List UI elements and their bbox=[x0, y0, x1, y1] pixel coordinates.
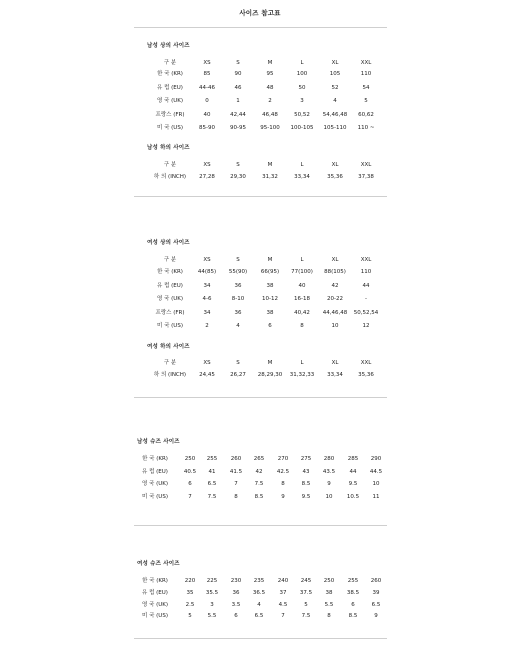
row-label: 유 럽 (EU) bbox=[142, 589, 168, 596]
table-row bbox=[0, 479, 520, 489]
women-bottom-title: 여성 하의 사이즈 bbox=[147, 344, 190, 350]
table-cell: 41 bbox=[208, 468, 216, 475]
table-cell: 36 bbox=[234, 282, 242, 289]
table-cell: 24,45 bbox=[199, 372, 215, 378]
women-top-title: 여성 상의 사이즈 bbox=[147, 240, 190, 246]
table-cell: 38 bbox=[266, 309, 274, 316]
table-cell: 48 bbox=[266, 84, 274, 91]
row-label: 영 국 (UK) bbox=[141, 481, 169, 487]
men-bottom-title: 남성 하의 사이즈 bbox=[147, 145, 190, 151]
table-cell: 6.5 bbox=[371, 601, 381, 608]
table-cell: 33,34 bbox=[294, 174, 310, 180]
table-cell: 6 bbox=[268, 323, 272, 329]
table-cell: 54,46,48 bbox=[322, 111, 348, 118]
row-label: 유 럽 (EU) bbox=[142, 468, 168, 475]
table-cell: 39 bbox=[372, 589, 380, 596]
table-row bbox=[0, 576, 520, 586]
table-cell: 34 bbox=[203, 309, 211, 316]
section-divider bbox=[134, 27, 387, 28]
table-row bbox=[0, 600, 520, 610]
table-cell: 5 bbox=[304, 601, 308, 608]
row-label: 하 의 (INCH) bbox=[153, 372, 187, 378]
table-cell: 110 bbox=[360, 71, 372, 77]
table-cell: 245 bbox=[300, 578, 312, 584]
table-cell: 9 bbox=[374, 613, 378, 620]
table-cell: 110 bbox=[360, 269, 372, 275]
table-cell: 50 bbox=[298, 84, 306, 91]
table-cell: 44.5 bbox=[369, 468, 383, 475]
row-label: 한 국 (KR) bbox=[142, 578, 168, 584]
table-cell: 37.5 bbox=[299, 589, 313, 596]
table-cell: 8 bbox=[234, 493, 238, 500]
table-cell: 42 bbox=[255, 468, 263, 475]
table-cell: 2.5 bbox=[185, 601, 195, 608]
column-header: M bbox=[267, 60, 273, 66]
table-cell: 36 bbox=[232, 589, 240, 596]
table-cell: 40,42 bbox=[294, 309, 310, 316]
column-header: L bbox=[300, 360, 304, 366]
column-header: S bbox=[236, 60, 240, 66]
column-header: XL bbox=[331, 60, 339, 66]
column-header: XXL bbox=[360, 60, 372, 66]
table-cell: 41.5 bbox=[229, 468, 243, 475]
table-cell: 95 bbox=[266, 71, 274, 77]
table-cell: 4 bbox=[236, 323, 240, 329]
column-header: M bbox=[267, 162, 273, 168]
table-cell: 44 bbox=[362, 282, 370, 289]
table-cell: 35,36 bbox=[358, 372, 374, 378]
table-cell: 7 bbox=[281, 613, 285, 620]
table-cell: 54 bbox=[362, 84, 370, 91]
table-cell: 105-110 bbox=[323, 125, 347, 131]
table-cell: 44(85) bbox=[197, 269, 217, 275]
table-cell: 0 bbox=[205, 98, 209, 104]
row-label: 미 국 (US) bbox=[157, 323, 183, 329]
table-cell: 16-18 bbox=[294, 296, 310, 302]
row-label: 영 국 (UK) bbox=[156, 296, 184, 302]
table-cell: 66(95) bbox=[260, 269, 280, 275]
table-cell: 77(100) bbox=[291, 269, 313, 275]
column-header: XS bbox=[203, 257, 211, 263]
table-cell: 36.5 bbox=[252, 589, 266, 596]
table-cell: 8.5 bbox=[301, 481, 311, 487]
page-title: 사이즈 참고표 bbox=[239, 9, 281, 17]
table-header-row bbox=[0, 58, 520, 68]
table-cell: 37,38 bbox=[358, 174, 374, 180]
table-cell: 8.5 bbox=[254, 493, 264, 500]
table-cell: 105 bbox=[329, 71, 341, 77]
table-cell: 8 bbox=[281, 481, 285, 487]
table-cell: 31,32 bbox=[262, 174, 278, 180]
table-cell: 38 bbox=[266, 282, 274, 289]
table-cell: 8 bbox=[300, 323, 304, 329]
table-cell: 270 bbox=[277, 456, 289, 462]
table-cell: 11 bbox=[372, 493, 380, 500]
table-cell: 235 bbox=[253, 578, 265, 584]
table-cell: 9.5 bbox=[301, 493, 311, 500]
women-shoes-title: 여성 슈즈 사이즈 bbox=[137, 561, 180, 567]
table-cell: 29,30 bbox=[230, 174, 246, 180]
column-header: S bbox=[236, 360, 240, 366]
table-cell: 220 bbox=[184, 578, 196, 584]
table-cell: 4.5 bbox=[278, 601, 288, 608]
row-label: 프랑스 (FR) bbox=[155, 309, 185, 316]
table-cell: 12 bbox=[362, 323, 370, 329]
row-label: 한 국 (KR) bbox=[157, 269, 183, 275]
table-cell: 9.5 bbox=[348, 481, 358, 487]
table-cell: 44 bbox=[349, 468, 357, 475]
table-cell: 5 bbox=[364, 98, 368, 104]
table-row bbox=[0, 454, 520, 464]
table-cell: 33,34 bbox=[327, 372, 343, 378]
row-label: 한 국 (KR) bbox=[142, 456, 168, 462]
table-row bbox=[0, 588, 520, 598]
column-header: XXL bbox=[360, 257, 372, 263]
table-cell: 50,52 bbox=[294, 111, 310, 118]
table-cell: 2 bbox=[205, 323, 209, 329]
column-header: S bbox=[236, 257, 240, 263]
column-header: L bbox=[300, 60, 304, 66]
header-label: 구 분 bbox=[163, 60, 177, 66]
row-label: 미 국 (US) bbox=[142, 493, 168, 500]
table-cell: 255 bbox=[347, 578, 359, 584]
table-header-row bbox=[0, 358, 520, 368]
table-cell: 255 bbox=[206, 456, 218, 462]
table-header-row bbox=[0, 255, 520, 265]
table-cell: 40 bbox=[298, 282, 306, 289]
table-cell: 55(90) bbox=[228, 269, 248, 275]
column-header: M bbox=[267, 257, 273, 263]
table-cell: 285 bbox=[347, 456, 359, 462]
table-cell: 265 bbox=[253, 456, 265, 462]
table-cell: 100 bbox=[296, 71, 308, 77]
table-cell: 40 bbox=[203, 111, 211, 118]
table-cell: 90-95 bbox=[230, 125, 246, 131]
table-row bbox=[0, 69, 520, 79]
table-row bbox=[0, 492, 520, 502]
table-row bbox=[0, 96, 520, 106]
table-cell: 4 bbox=[333, 98, 337, 104]
table-cell: 60,62 bbox=[358, 111, 374, 118]
table-cell: 8 bbox=[327, 613, 331, 620]
table-cell: 240 bbox=[277, 578, 289, 584]
table-cell: 50,52,54 bbox=[353, 309, 379, 316]
table-cell: 6 bbox=[188, 481, 192, 487]
section-divider bbox=[134, 525, 387, 526]
row-label: 프랑스 (FR) bbox=[155, 111, 185, 118]
table-cell: 52 bbox=[331, 84, 339, 91]
section-divider bbox=[134, 196, 387, 197]
table-cell: 43 bbox=[302, 468, 310, 475]
table-cell: 10.5 bbox=[346, 493, 360, 500]
table-cell: 110 ~ bbox=[357, 125, 375, 131]
table-cell: 6.5 bbox=[207, 481, 217, 487]
table-cell: 88(105) bbox=[324, 269, 346, 275]
table-cell: 35 bbox=[186, 589, 194, 596]
table-cell: 4 bbox=[257, 601, 261, 608]
table-cell: 38.5 bbox=[346, 589, 360, 596]
table-cell: 42.5 bbox=[276, 468, 290, 475]
table-cell: 42,44 bbox=[230, 111, 246, 118]
table-cell: 5 bbox=[188, 613, 192, 620]
table-cell: 90 bbox=[234, 71, 242, 77]
table-cell: 280 bbox=[323, 456, 335, 462]
table-cell: 20-22 bbox=[327, 296, 343, 302]
men-top-title: 남성 상의 사이즈 bbox=[147, 43, 190, 49]
table-cell: 3 bbox=[210, 601, 214, 608]
table-cell: 27,28 bbox=[199, 174, 215, 180]
column-header: XS bbox=[203, 60, 211, 66]
table-row bbox=[0, 110, 520, 120]
table-row bbox=[0, 83, 520, 93]
table-cell: 31,32,33 bbox=[289, 372, 315, 378]
table-cell: 4-6 bbox=[202, 296, 212, 302]
table-cell: 36 bbox=[234, 309, 242, 316]
table-cell: 10 bbox=[325, 493, 333, 500]
table-cell: 225 bbox=[206, 578, 218, 584]
table-cell: 95-100 bbox=[260, 125, 280, 131]
table-cell: 290 bbox=[370, 456, 382, 462]
table-cell: 40.5 bbox=[183, 468, 197, 475]
table-row bbox=[0, 267, 520, 277]
row-label: 유 럽 (EU) bbox=[157, 84, 183, 91]
column-header: XXL bbox=[360, 162, 372, 168]
table-cell: 6 bbox=[351, 601, 355, 608]
table-row bbox=[0, 467, 520, 477]
table-cell: 250 bbox=[323, 578, 335, 584]
column-header: XXL bbox=[360, 360, 372, 366]
table-cell: 44-46 bbox=[199, 84, 215, 91]
section-divider bbox=[134, 638, 387, 639]
table-cell: 275 bbox=[300, 456, 312, 462]
table-cell: 7 bbox=[234, 481, 238, 487]
row-label: 미 국 (US) bbox=[142, 613, 168, 620]
table-cell: 28,29,30 bbox=[257, 372, 283, 378]
table-cell: 1 bbox=[236, 98, 240, 104]
table-cell: 42 bbox=[331, 282, 339, 289]
table-row bbox=[0, 370, 520, 380]
table-cell: 35.5 bbox=[205, 589, 219, 596]
row-label: 미 국 (US) bbox=[157, 125, 183, 131]
table-cell: 100-105 bbox=[290, 125, 314, 131]
table-cell: 34 bbox=[203, 282, 211, 289]
column-header: M bbox=[267, 360, 273, 366]
header-label: 구 분 bbox=[163, 360, 177, 366]
table-row bbox=[0, 308, 520, 318]
table-cell: 37 bbox=[279, 589, 287, 596]
table-cell: 26,27 bbox=[230, 372, 246, 378]
table-cell: 7.5 bbox=[207, 493, 217, 500]
table-cell: 3.5 bbox=[231, 601, 241, 608]
men-shoes-title: 남성 슈즈 사이즈 bbox=[137, 439, 180, 445]
column-header: L bbox=[300, 162, 304, 168]
table-cell: 260 bbox=[370, 578, 382, 584]
column-header: XL bbox=[331, 162, 339, 168]
table-row bbox=[0, 294, 520, 304]
table-cell: 8-10 bbox=[231, 296, 245, 302]
row-label: 유 럽 (EU) bbox=[157, 282, 183, 289]
table-cell: 10 bbox=[331, 323, 339, 329]
table-cell: 5.5 bbox=[207, 613, 217, 620]
table-cell: 46,48 bbox=[262, 111, 278, 118]
table-cell: 3 bbox=[300, 98, 304, 104]
row-label: 하 의 (INCH) bbox=[153, 174, 187, 180]
table-header-row bbox=[0, 160, 520, 170]
table-cell: 85-90 bbox=[199, 125, 215, 131]
table-cell: 7 bbox=[188, 493, 192, 500]
table-cell: 10-12 bbox=[262, 296, 278, 302]
table-row bbox=[0, 611, 520, 621]
table-cell: 230 bbox=[230, 578, 242, 584]
table-cell: 260 bbox=[230, 456, 242, 462]
table-row bbox=[0, 123, 520, 133]
table-cell: 7.5 bbox=[254, 481, 264, 487]
row-label: 영 국 (UK) bbox=[141, 601, 169, 608]
table-row bbox=[0, 281, 520, 291]
table-cell: 9 bbox=[327, 481, 331, 487]
table-row bbox=[0, 172, 520, 182]
table-cell: 10 bbox=[372, 481, 380, 487]
column-header: XS bbox=[203, 360, 211, 366]
table-cell: 5.5 bbox=[324, 601, 334, 608]
table-cell: 35,36 bbox=[327, 174, 343, 180]
table-cell: 7.5 bbox=[301, 613, 311, 620]
column-header: L bbox=[300, 257, 304, 263]
table-cell: 43.5 bbox=[322, 468, 336, 475]
table-cell: 9 bbox=[281, 493, 285, 500]
table-cell: 38 bbox=[325, 589, 333, 596]
table-cell: 8.5 bbox=[348, 613, 358, 620]
table-cell: 6 bbox=[234, 613, 238, 620]
table-cell: 2 bbox=[268, 98, 272, 104]
header-label: 구 분 bbox=[163, 162, 177, 168]
table-cell: 46 bbox=[234, 84, 242, 91]
column-header: XL bbox=[331, 257, 339, 263]
row-label: 영 국 (UK) bbox=[156, 98, 184, 104]
column-header: XL bbox=[331, 360, 339, 366]
row-label: 한 국 (KR) bbox=[157, 71, 183, 77]
section-divider bbox=[134, 397, 387, 398]
header-label: 구 분 bbox=[163, 257, 177, 263]
table-cell: - bbox=[365, 296, 367, 302]
column-header: S bbox=[236, 162, 240, 168]
table-cell: 6.5 bbox=[254, 613, 264, 620]
column-header: XS bbox=[203, 162, 211, 168]
table-cell: 250 bbox=[184, 456, 196, 462]
table-row bbox=[0, 321, 520, 331]
table-cell: 85 bbox=[203, 71, 211, 77]
table-cell: 44,46,48 bbox=[322, 309, 348, 316]
